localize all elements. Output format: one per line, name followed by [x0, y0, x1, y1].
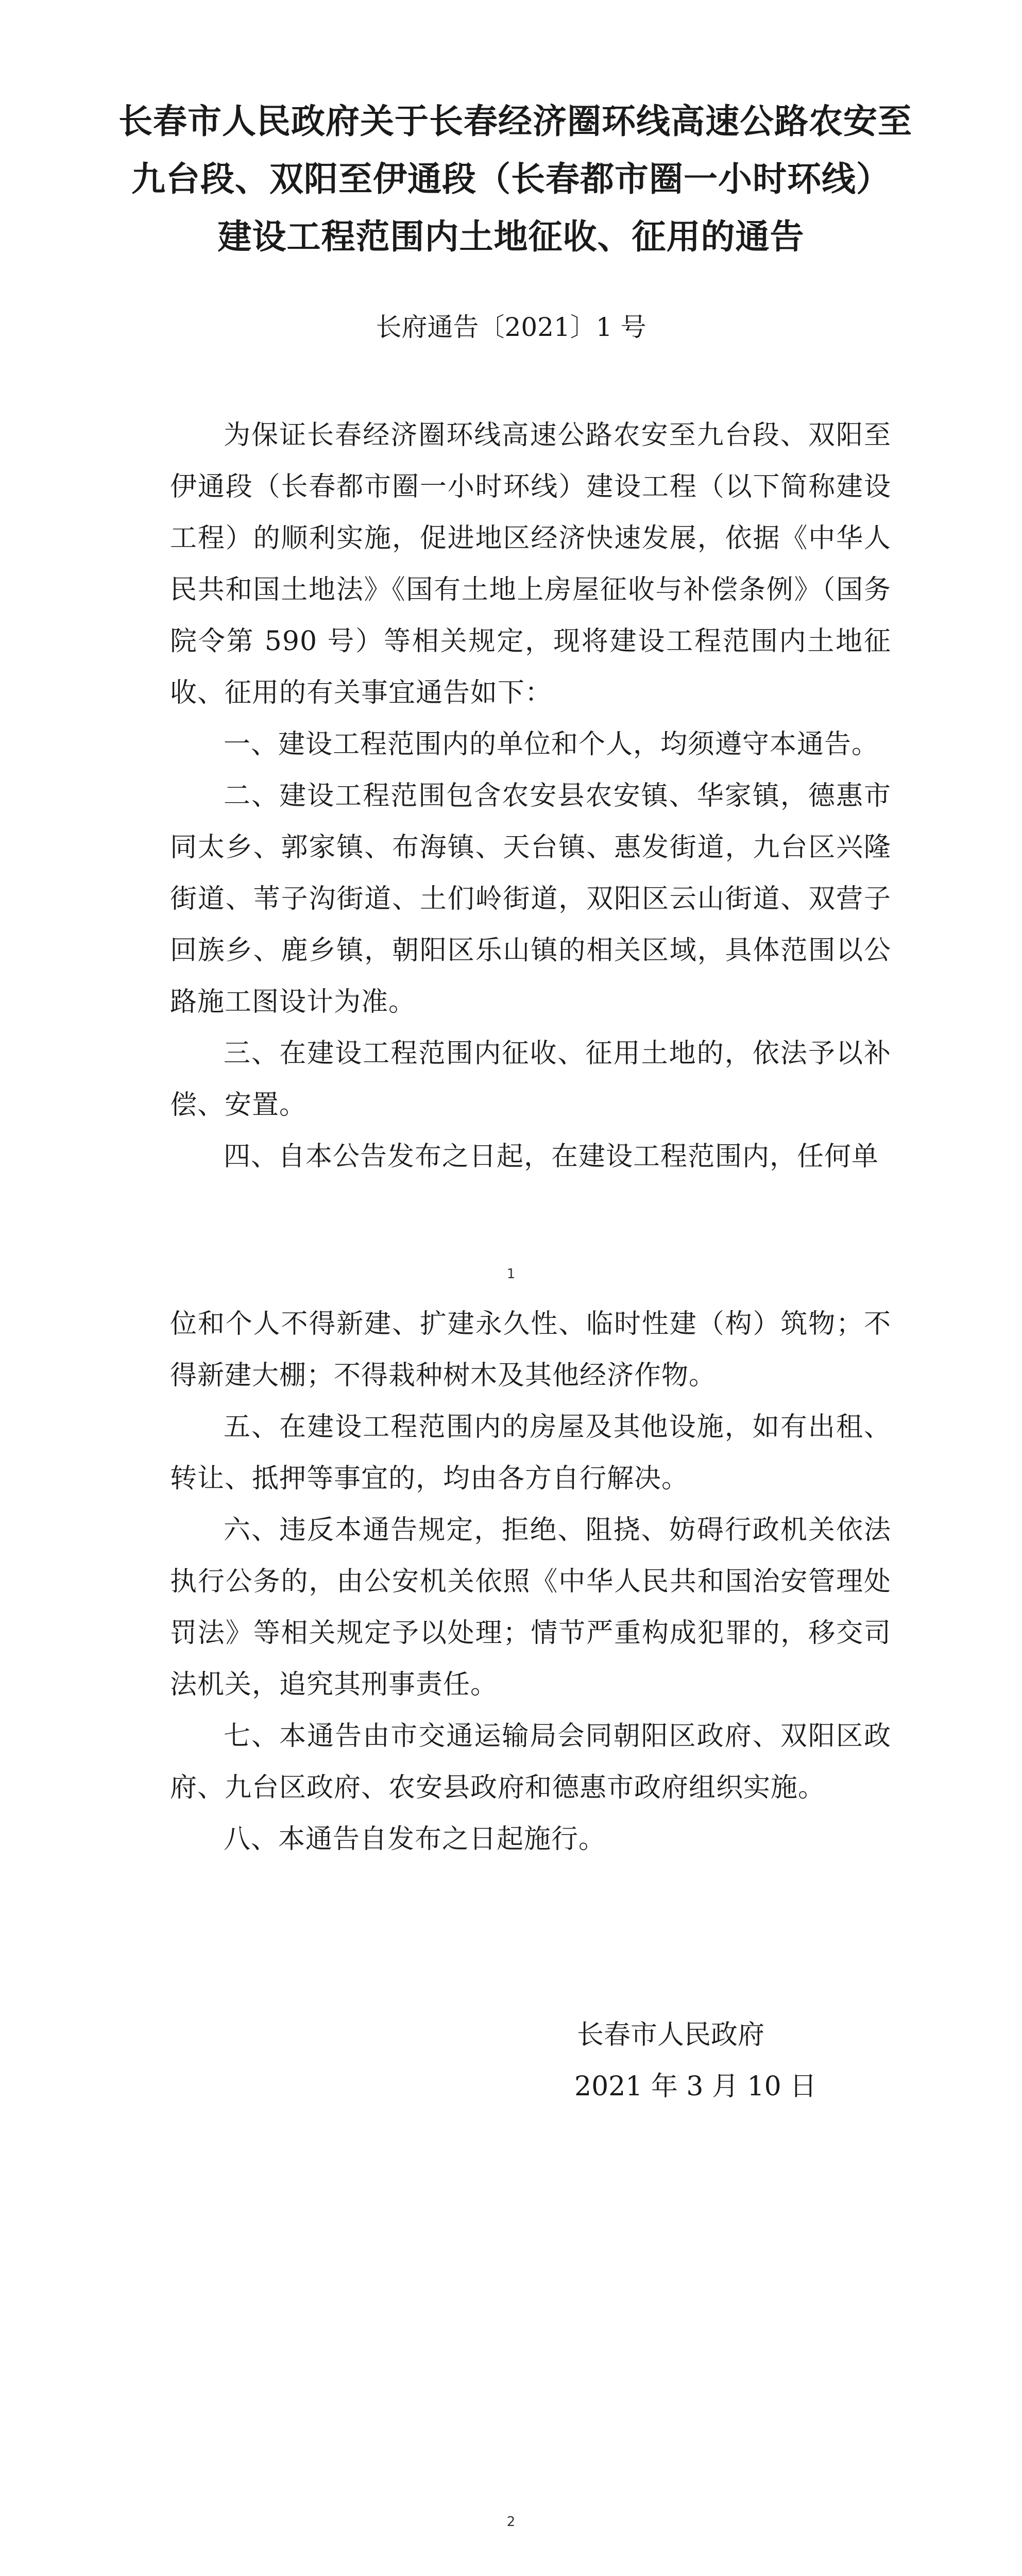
- item-2-paragraph: 二、建设工程范围包含农安县农安镇、华家镇，德惠市同太乡、郭家镇、布海镇、天台镇、惠发街道，九台区兴隆街道、苇子沟街道、土们岭街道，双阳区云山街道、双营子回族乡、鹿乡镇，朝阳区乐山镇的相关区域，具体范围以公路施工图设计为准。: [170, 781, 891, 1018]
- document-number: 长府通告〔2021〕1 号: [376, 312, 646, 342]
- signature-block: [574, 2009, 817, 2112]
- item-3-paragraph: 三、在建设工程范围内征收、征用土地的，依法予以补偿、安置。: [170, 1038, 891, 1121]
- document-title: [118, 93, 912, 266]
- page-number-1: 1: [506, 1266, 516, 1282]
- title-line-2: 九台段、双阳至伊通段（长春都市圈一小时环线）: [131, 159, 891, 199]
- title-line-3: 建设工程范围内土地征收、征用的通告: [217, 217, 805, 257]
- item-6-paragraph: 六、违反本通告规定，拒绝、阻挠、妨碍行政机关依法执行公务的，由公安机关依照《中华人民共和国治安管理处罚法》等相关规定予以处理；情节严重构成犯罪的，移交司法机关，追究其刑事责任。: [170, 1515, 891, 1700]
- item-4-paragraph-start: 四、自本公告发布之日起，在建设工程范围内，任何单: [224, 1141, 879, 1172]
- issue-date: 2021 年 3 月 10 日: [574, 2071, 817, 2102]
- item-4-paragraph-continued: 位和个人不得新建、扩建永久性、临时性建（构）筑物；不得新建大棚；不得栽种树木及其他经济作物。: [170, 1309, 891, 1391]
- body-text-page-2: [170, 1298, 891, 1865]
- preamble-paragraph: 为保证长春经济圈环线高速公路农安至九台段、双阳至伊通段（长春都市圈一小时环线）建设工程（以下简称建设工程）的顺利实施，促进地区经济快速发展，依据《中华人民共和国土地法》《国有土地上房屋征收与补偿条例》（国务院令第 590 号）等相关规定，现将建设工程范围内土地征收、征用的有关事宜通告如下：: [170, 420, 891, 708]
- item-7-paragraph: 七、本通告由市交通运输局会同朝阳区政府、双阳区政府、九台区政府、农安县政府和德惠市政府组织实施。: [170, 1721, 891, 1803]
- item-1-paragraph: 一、建设工程范围内的单位和个人，均须遵守本通告。: [224, 729, 879, 760]
- issuer-name: 长春市人民政府: [577, 2020, 765, 2050]
- body-text-page-1: [170, 410, 891, 1182]
- page-number-2: 2: [506, 2514, 516, 2530]
- item-5-paragraph: 五、在建设工程范围内的房屋及其他设施，如有出租、转让、抵押等事宜的，均由各方自行解决。: [170, 1412, 891, 1494]
- title-line-1: 长春市人民政府关于长春经济圈环线高速公路农安至: [118, 101, 912, 141]
- item-8-paragraph: 八、本通告自发布之日起施行。: [224, 1824, 606, 1855]
